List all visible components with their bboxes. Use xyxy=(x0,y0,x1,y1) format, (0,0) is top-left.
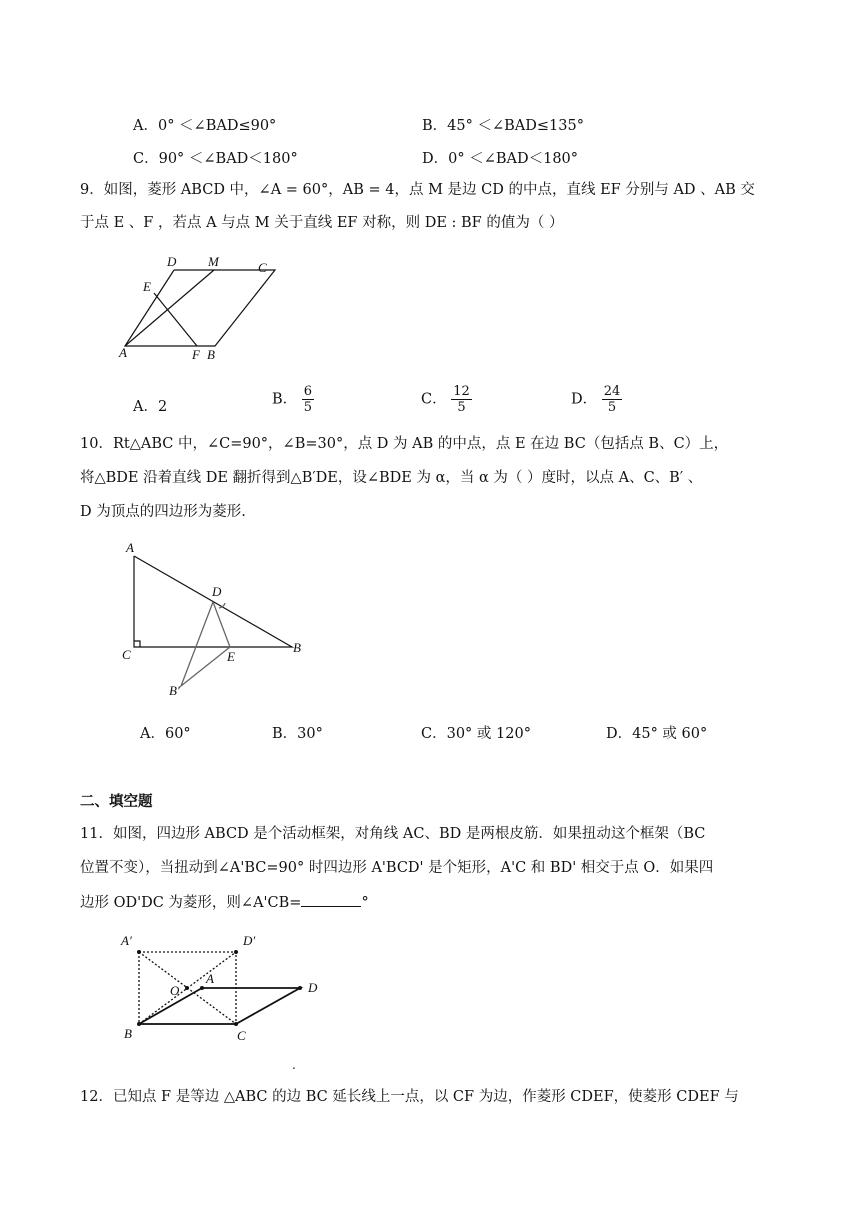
label-b: B xyxy=(293,640,301,655)
fraction-denominator: 5 xyxy=(303,400,313,415)
label-e: E xyxy=(227,649,235,664)
q9-option-c-fraction xyxy=(451,384,472,415)
label-o: O xyxy=(170,983,180,998)
label-c: C xyxy=(122,647,131,662)
label-b: B xyxy=(207,347,215,362)
q9-text-line-1: 9．如图，菱形 ABCD 中，∠A = 60°，AB = 4，点 M 是边 CD 的中点，直线 EF 分别与 AD 、AB 交 xyxy=(80,182,755,198)
segment-b-prime xyxy=(181,602,230,686)
point-d xyxy=(298,986,302,990)
label-b-prime: B′ xyxy=(169,683,180,698)
parallelogram-abcd xyxy=(139,988,300,1024)
fraction-numerator: 24 xyxy=(603,384,621,399)
label-d: D xyxy=(167,254,177,269)
label-a: A xyxy=(206,971,214,986)
label-e: E xyxy=(143,279,151,294)
q9-option-b-fraction xyxy=(302,384,314,415)
q11-text-line-2: 位置不变），当扭动到∠A'BC=90° 时四边形 A'BCD' 是个矩形，A'C 和 BD' 相交于点 O．如果四 xyxy=(80,860,714,876)
q9-option-c-prefix: C． xyxy=(421,391,447,408)
q9-option-d xyxy=(571,384,622,415)
q9-option-c xyxy=(421,384,472,415)
q10-option-b: B．30° xyxy=(272,726,323,742)
q9-option-d-prefix: D． xyxy=(571,391,598,408)
segment-am xyxy=(125,270,214,346)
point-b xyxy=(137,1022,141,1026)
label-a: A xyxy=(126,540,134,555)
section-title: 二、填空题 xyxy=(80,794,153,810)
q10-text-line-3: D 为顶点的四边形为菱形. xyxy=(80,504,246,520)
q11-text-line-1: 11．如图，四边形 ABCD 是个活动框架，对角线 AC、BD 是两根皮筋．如果扭动这个框架（BC xyxy=(80,826,706,842)
q8-option-d: D．0° ＜∠BAD＜180° xyxy=(422,151,579,167)
label-c: C xyxy=(258,260,267,275)
q12-text-line-1: 12．已知点 F 是等边 △ABC 的边 BC 延长线上一点，以 CF 为边，作菱形 CDEF，使菱形 CDEF 与 xyxy=(80,1089,739,1105)
q9-text-line-2: 于点 E 、F ，若点 A 与点 M 关于直线 EF 对称，则 DE : BF 的值为（ ） xyxy=(80,215,564,231)
q9-option-b-prefix: B． xyxy=(272,391,298,408)
q10-option-c: C．30° 或 120° xyxy=(421,726,531,742)
q8-option-b: B．45° ＜∠BAD≤135° xyxy=(422,118,584,134)
point-d-prime xyxy=(234,950,238,954)
point-c xyxy=(234,1022,238,1026)
label-a: A xyxy=(119,345,127,360)
q9-rhombus-figure xyxy=(110,250,290,365)
stray-dot: . xyxy=(292,1058,296,1072)
q10-triangle-figure xyxy=(115,538,315,703)
q11-frame-figure xyxy=(110,928,330,1053)
q8-option-c: C．90° ＜∠BAD＜180° xyxy=(133,151,298,167)
q9-option-b xyxy=(272,384,314,415)
q10-text-line-2: 将△BDE 沿着直线 DE 翻折得到△B′DE，设∠BDE 为 α，当 α 为（ ）度时，以点 A、C、B′ 、 xyxy=(80,470,703,486)
label-c: C xyxy=(237,1028,246,1043)
point-a xyxy=(200,986,204,990)
right-angle-mark xyxy=(134,641,140,647)
fraction-denominator: 5 xyxy=(457,400,466,415)
q10-text-line-1: 10．Rt△ABC 中，∠C=90°，∠B=30°，点 D 为 AB 的中点，点 E 在边 BC（包括点 B、C）上， xyxy=(80,436,729,452)
segment-de xyxy=(213,602,230,647)
fraction-denominator: 5 xyxy=(607,400,617,415)
label-f: F xyxy=(192,347,200,362)
answer-blank[interactable] xyxy=(301,892,361,907)
q11-line-3-text: 边形 OD'DC 为菱形，则∠A'CB= xyxy=(80,895,302,911)
q10-option-a: A．60° xyxy=(140,726,191,742)
segment-ef xyxy=(154,293,197,346)
label-d: D xyxy=(308,980,318,995)
q8-option-a: A．0° ＜∠BAD≤90° xyxy=(133,118,277,134)
label-d-prime: D′ xyxy=(243,933,256,948)
fraction-numerator: 12 xyxy=(453,384,470,399)
triangle-abc xyxy=(134,556,292,647)
fraction-numerator: 6 xyxy=(303,384,313,399)
label-d: D xyxy=(212,584,222,599)
q10-option-d: D．45° 或 60° xyxy=(606,726,708,742)
point-a-prime xyxy=(137,950,141,954)
point-o xyxy=(185,986,189,990)
label-m: M xyxy=(208,254,219,269)
q9-option-a: A．2 xyxy=(133,399,168,415)
q9-option-d-fraction xyxy=(602,384,623,415)
degree-symbol: ° xyxy=(361,895,369,911)
label-a-prime: A′ xyxy=(121,933,132,948)
q11-text-line-3 xyxy=(80,892,369,913)
label-b: B xyxy=(124,1026,132,1041)
